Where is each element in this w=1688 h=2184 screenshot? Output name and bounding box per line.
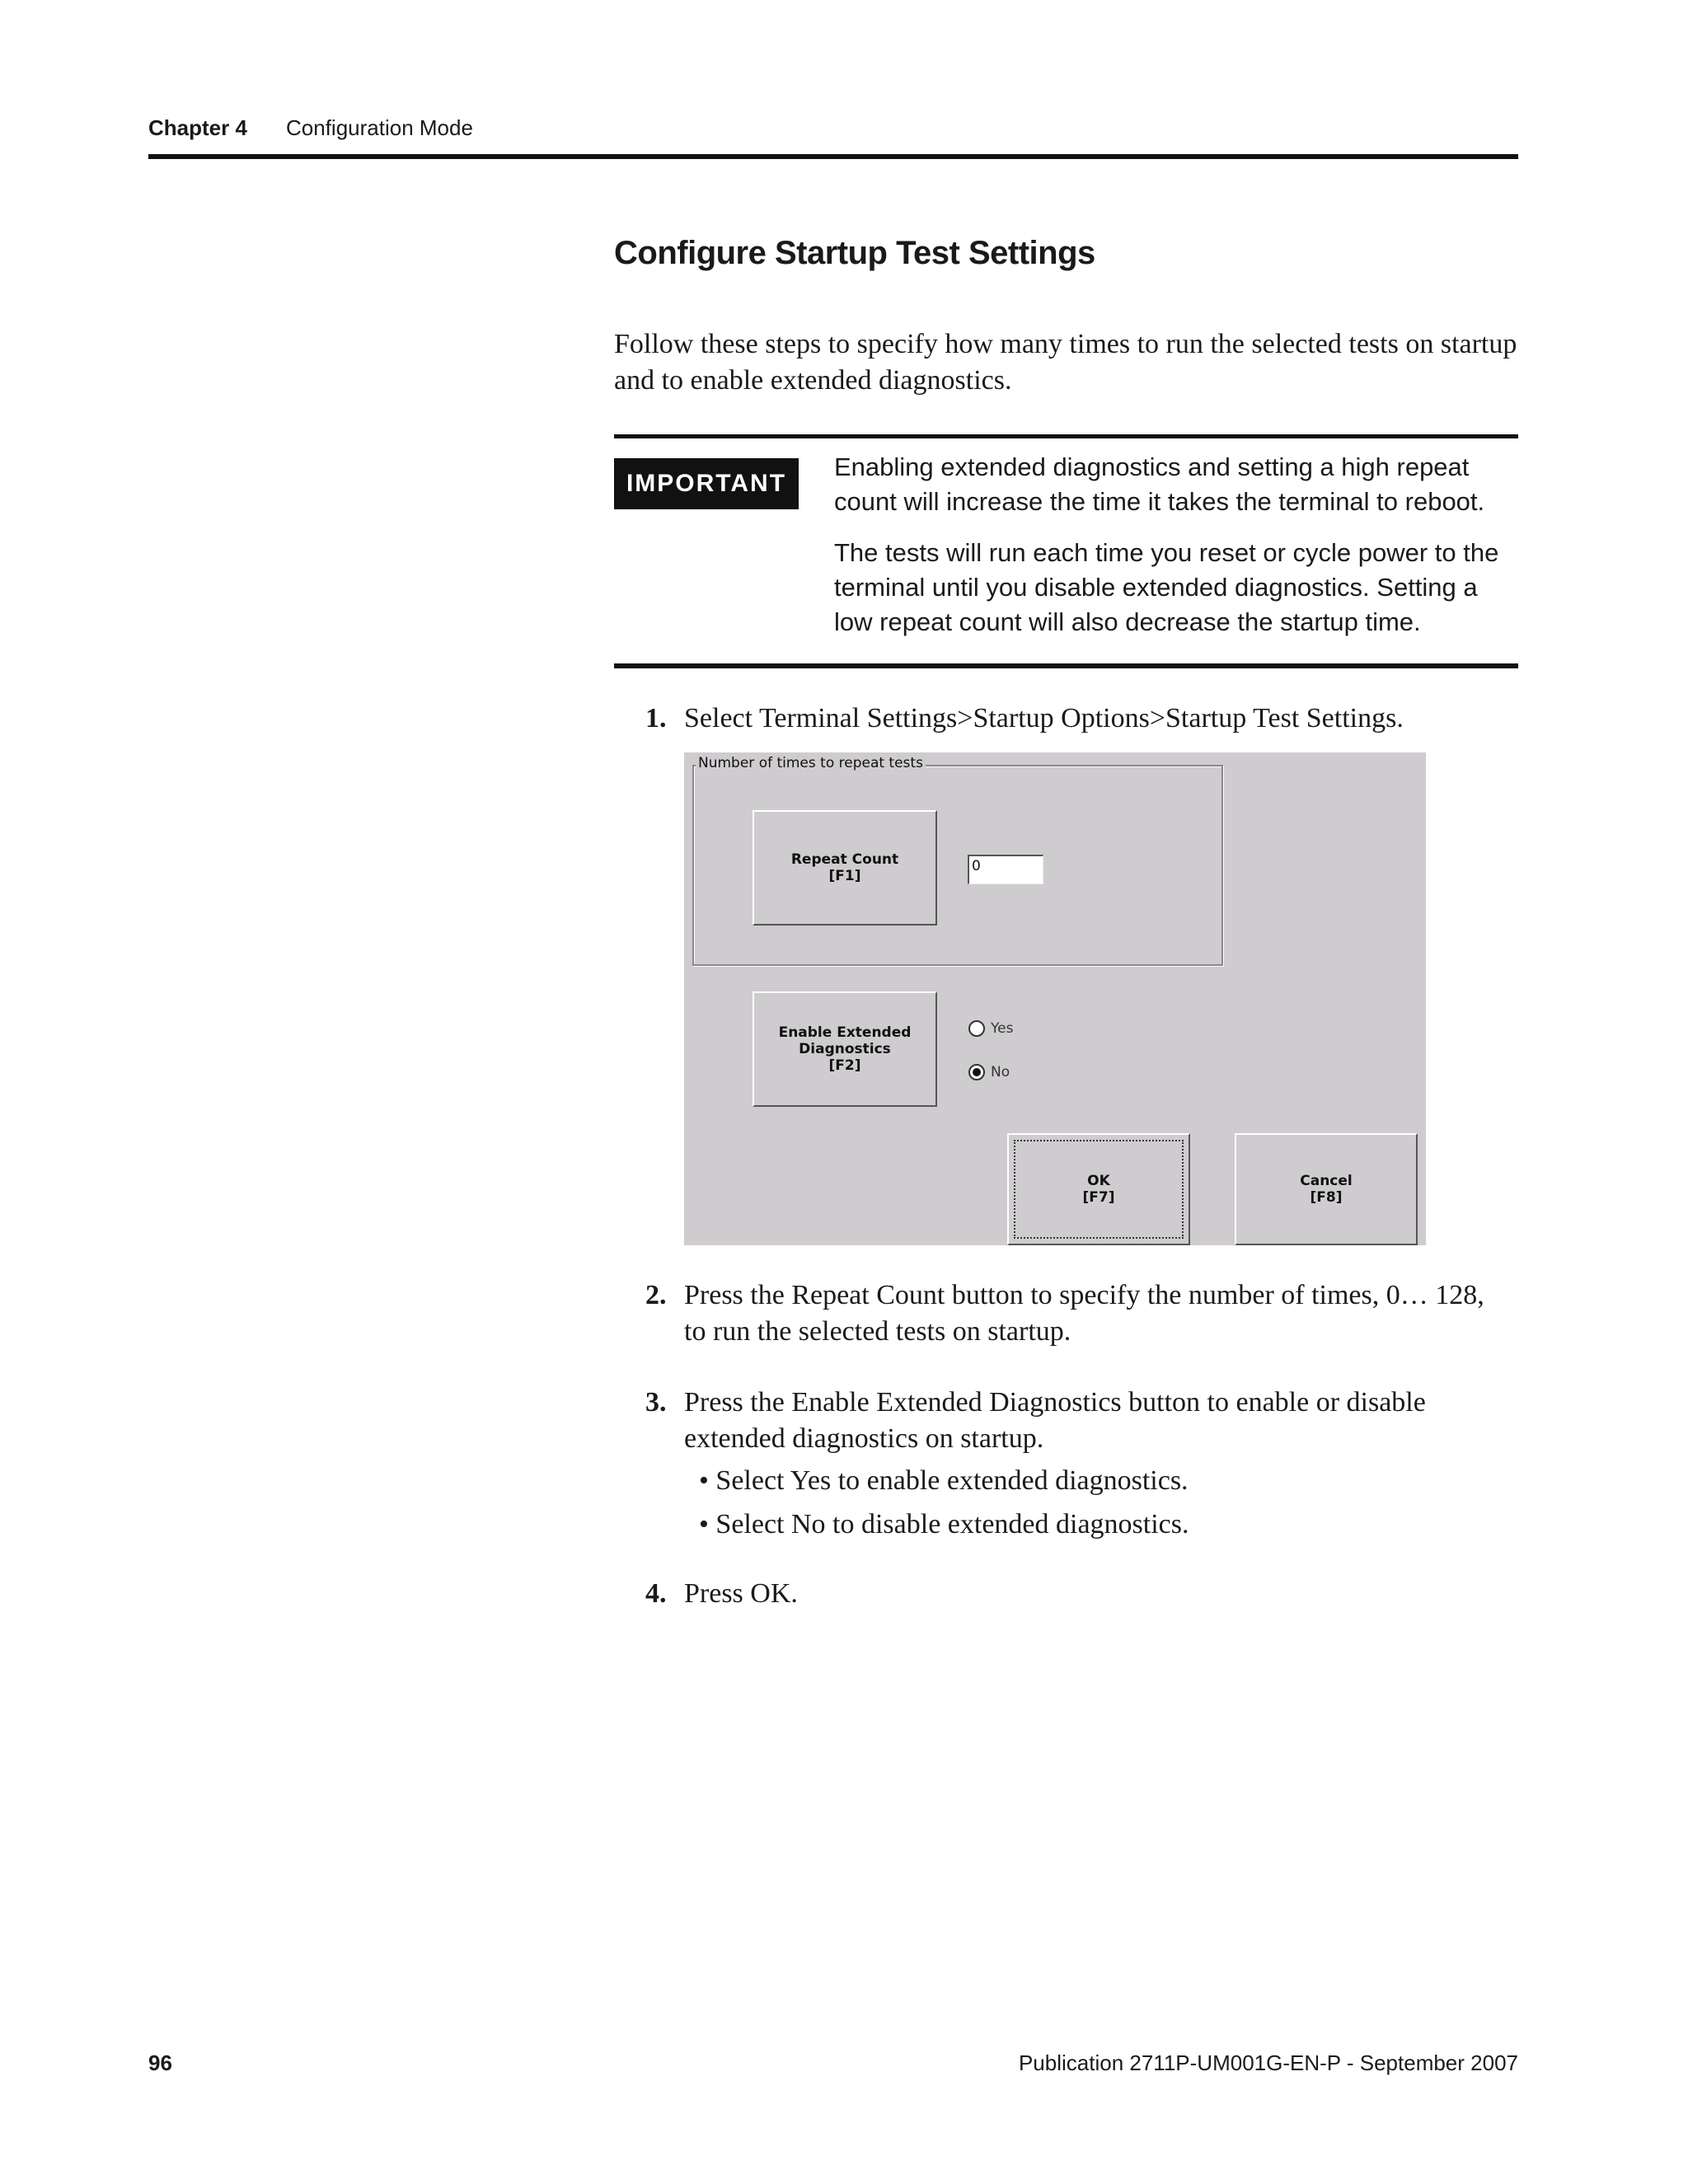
bullet-yes: • Select Yes to enable extended diagnostics. <box>699 1465 1189 1496</box>
ok-button[interactable]: OK [F7] <box>1007 1133 1190 1245</box>
cancel-button[interactable]: Cancel [F8] <box>1235 1133 1418 1245</box>
enable-extended-diagnostics-button[interactable]: Enable Extended Diagnostics [F2] <box>753 991 937 1107</box>
intro-paragraph: Follow these steps to specify how many times to run the selected tests on startup and to enable extended diagnostics. <box>614 329 1517 396</box>
publication-info: Publication 2711P-UM001G-EN-P - September 2007 <box>1018 2050 1518 2075</box>
important-paragraph-1: Enabling extended diagnostics and setting a high repeat count will increase the time it takes the terminal to reboot. <box>834 452 1485 516</box>
important-paragraph-2: The tests will run each time you reset or cycle power to the terminal until you disable extended diagnostics. Setting a low repeat count will also decrease the startup time. <box>834 538 1499 636</box>
step-number: 3. <box>645 1387 667 1418</box>
radio-yes[interactable] <box>968 1020 1013 1037</box>
repeat-count-button[interactable]: Repeat Count [F1] <box>753 810 937 926</box>
startup-test-settings-screenshot <box>684 752 1426 1245</box>
important-badge: IMPORTANT <box>614 458 799 509</box>
section-title: Configure Startup Test Settings <box>614 235 1095 271</box>
important-top-rule <box>614 434 1518 438</box>
step-number: 1. <box>645 703 667 733</box>
radio-yes-circle-icon <box>968 1020 985 1037</box>
header-rule <box>148 154 1518 159</box>
radio-no-label: No <box>991 1064 1010 1080</box>
group-legend: Number of times to repeat tests <box>696 755 926 771</box>
page-number: 96 <box>148 2050 172 2075</box>
important-text <box>834 450 1518 656</box>
page-header <box>148 115 1518 158</box>
important-bottom-rule <box>614 663 1518 668</box>
chapter-label: Chapter 4 <box>148 115 247 140</box>
step-number: 4. <box>645 1578 667 1609</box>
step-text: Select Terminal Settings>Startup Options>Startup Test Settings. <box>684 703 1404 733</box>
radio-no[interactable] <box>968 1064 1010 1080</box>
step-number: 2. <box>645 1280 667 1310</box>
step-text: Press the Enable Extended Diagnostics button to enable or disable extended diagnostics on startup. <box>684 1387 1426 1454</box>
radio-no-circle-icon <box>968 1064 985 1080</box>
repeat-count-input[interactable]: 0 <box>968 855 1043 884</box>
chapter-title: Configuration Mode <box>286 115 473 140</box>
step-text: Press OK. <box>684 1578 798 1609</box>
radio-yes-label: Yes <box>991 1020 1014 1037</box>
step-text: Press the Repeat Count button to specify the number of times, 0… 128, to run the selected tests on startup. <box>684 1280 1484 1347</box>
bullet-no: • Select No to disable extended diagnostics. <box>699 1509 1189 1540</box>
